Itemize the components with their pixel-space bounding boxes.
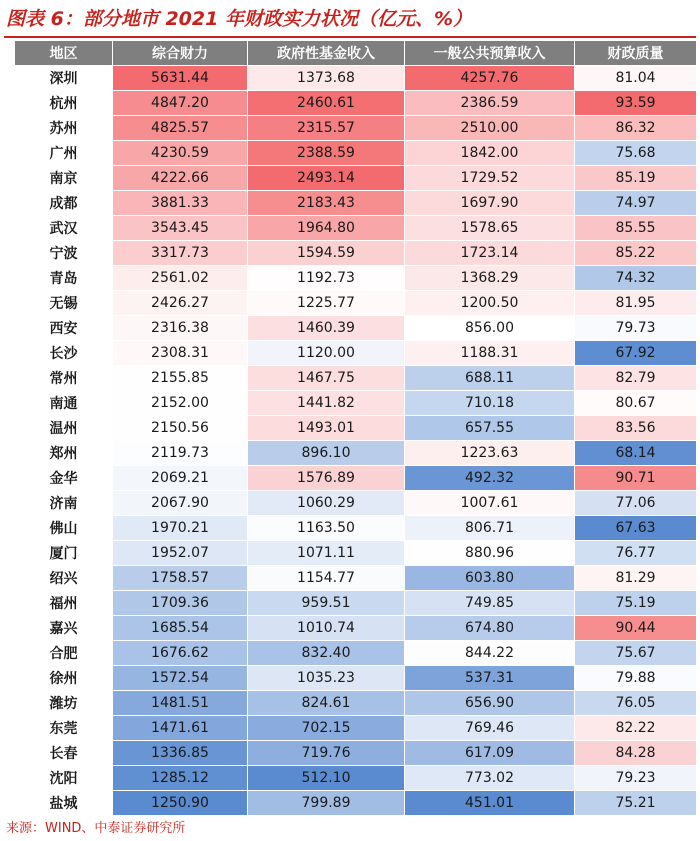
general-budget-revenue-cell: 806.71 bbox=[405, 516, 575, 541]
table-row bbox=[15, 66, 697, 91]
comprehensive-revenue-cell: 2561.02 bbox=[113, 266, 248, 291]
gov-fund-revenue-cell: 832.40 bbox=[248, 641, 405, 666]
table-row bbox=[15, 416, 697, 441]
table-row bbox=[15, 91, 697, 116]
fiscal-quality-cell: 76.05 bbox=[575, 691, 697, 716]
gov-fund-revenue-cell: 1460.39 bbox=[248, 316, 405, 341]
table-row bbox=[15, 141, 697, 166]
region-cell: 温州 bbox=[15, 416, 113, 441]
table-row bbox=[15, 191, 697, 216]
region-cell: 厦门 bbox=[15, 541, 113, 566]
region-cell: 广州 bbox=[15, 141, 113, 166]
general-budget-revenue-cell: 1842.00 bbox=[405, 141, 575, 166]
comprehensive-revenue-cell: 4847.20 bbox=[113, 91, 248, 116]
fiscal-quality-cell: 75.21 bbox=[575, 791, 697, 816]
general-budget-revenue-cell: 451.01 bbox=[405, 791, 575, 816]
fiscal-quality-cell: 81.29 bbox=[575, 566, 697, 591]
region-cell: 东莞 bbox=[15, 716, 113, 741]
gov-fund-revenue-cell: 1154.77 bbox=[248, 566, 405, 591]
table-row bbox=[15, 116, 697, 141]
table-row bbox=[15, 516, 697, 541]
general-budget-revenue-cell: 2386.59 bbox=[405, 91, 575, 116]
region-cell: 成都 bbox=[15, 191, 113, 216]
gov-fund-revenue-cell: 824.61 bbox=[248, 691, 405, 716]
comprehensive-revenue-cell: 1285.12 bbox=[113, 766, 248, 791]
column-header-general-budget-revenue: 一般公共预算收入 bbox=[405, 41, 575, 66]
comprehensive-revenue-cell: 4230.59 bbox=[113, 141, 248, 166]
comprehensive-revenue-cell: 2069.21 bbox=[113, 466, 248, 491]
comprehensive-revenue-cell: 2426.27 bbox=[113, 291, 248, 316]
fiscal-quality-cell: 90.44 bbox=[575, 616, 697, 641]
comprehensive-revenue-cell: 4825.57 bbox=[113, 116, 248, 141]
region-cell: 深圳 bbox=[15, 66, 113, 91]
general-budget-revenue-cell: 769.46 bbox=[405, 716, 575, 741]
fiscal-quality-cell: 85.19 bbox=[575, 166, 697, 191]
general-budget-revenue-cell: 657.55 bbox=[405, 416, 575, 441]
comprehensive-revenue-cell: 3543.45 bbox=[113, 216, 248, 241]
fiscal-quality-cell: 80.67 bbox=[575, 391, 697, 416]
general-budget-revenue-cell: 1697.90 bbox=[405, 191, 575, 216]
general-budget-revenue-cell: 617.09 bbox=[405, 741, 575, 766]
table-row bbox=[15, 616, 697, 641]
table-row bbox=[15, 316, 697, 341]
comprehensive-revenue-cell: 1481.51 bbox=[113, 691, 248, 716]
gov-fund-revenue-cell: 1576.89 bbox=[248, 466, 405, 491]
general-budget-revenue-cell: 688.11 bbox=[405, 366, 575, 391]
comprehensive-revenue-cell: 1952.07 bbox=[113, 541, 248, 566]
comprehensive-revenue-cell: 5631.44 bbox=[113, 66, 248, 91]
gov-fund-revenue-cell: 1163.50 bbox=[248, 516, 405, 541]
fiscal-quality-cell: 74.97 bbox=[575, 191, 697, 216]
table-row bbox=[15, 216, 697, 241]
region-cell: 嘉兴 bbox=[15, 616, 113, 641]
table-row bbox=[15, 716, 697, 741]
general-budget-revenue-cell: 1368.29 bbox=[405, 266, 575, 291]
fiscal-quality-cell: 81.04 bbox=[575, 66, 697, 91]
comprehensive-revenue-cell: 1685.54 bbox=[113, 616, 248, 641]
general-budget-revenue-cell: 656.90 bbox=[405, 691, 575, 716]
gov-fund-revenue-cell: 1493.01 bbox=[248, 416, 405, 441]
general-budget-revenue-cell: 856.00 bbox=[405, 316, 575, 341]
region-cell: 宁波 bbox=[15, 241, 113, 266]
fiscal-quality-cell: 85.55 bbox=[575, 216, 697, 241]
fiscal-strength-table bbox=[14, 40, 697, 816]
general-budget-revenue-cell: 710.18 bbox=[405, 391, 575, 416]
gov-fund-revenue-cell: 1467.75 bbox=[248, 366, 405, 391]
table-row bbox=[15, 441, 697, 466]
comprehensive-revenue-cell: 2308.31 bbox=[113, 341, 248, 366]
gov-fund-revenue-cell: 1594.59 bbox=[248, 241, 405, 266]
fiscal-quality-cell: 81.95 bbox=[575, 291, 697, 316]
gov-fund-revenue-cell: 2388.59 bbox=[248, 141, 405, 166]
fiscal-quality-cell: 79.88 bbox=[575, 666, 697, 691]
fiscal-quality-cell: 82.22 bbox=[575, 716, 697, 741]
general-budget-revenue-cell: 4257.76 bbox=[405, 66, 575, 91]
comprehensive-revenue-cell: 1250.90 bbox=[113, 791, 248, 816]
region-cell: 无锡 bbox=[15, 291, 113, 316]
gov-fund-revenue-cell: 1035.23 bbox=[248, 666, 405, 691]
table-row bbox=[15, 291, 697, 316]
table-row bbox=[15, 591, 697, 616]
region-cell: 杭州 bbox=[15, 91, 113, 116]
fiscal-quality-cell: 68.14 bbox=[575, 441, 697, 466]
fiscal-quality-cell: 79.23 bbox=[575, 766, 697, 791]
fiscal-quality-cell: 79.73 bbox=[575, 316, 697, 341]
comprehensive-revenue-cell: 2152.00 bbox=[113, 391, 248, 416]
fiscal-quality-cell: 85.22 bbox=[575, 241, 697, 266]
fiscal-quality-cell: 90.71 bbox=[575, 466, 697, 491]
gov-fund-revenue-cell: 2183.43 bbox=[248, 191, 405, 216]
gov-fund-revenue-cell: 1441.82 bbox=[248, 391, 405, 416]
fiscal-quality-cell: 84.28 bbox=[575, 741, 697, 766]
figure-title: 图表 6：部分地市 2021 年财政实力状况（亿元、%） bbox=[6, 8, 472, 30]
region-cell: 福州 bbox=[15, 591, 113, 616]
region-cell: 济南 bbox=[15, 491, 113, 516]
general-budget-revenue-cell: 880.96 bbox=[405, 541, 575, 566]
region-cell: 苏州 bbox=[15, 116, 113, 141]
general-budget-revenue-cell: 674.80 bbox=[405, 616, 575, 641]
general-budget-revenue-cell: 2510.00 bbox=[405, 116, 575, 141]
general-budget-revenue-cell: 1188.31 bbox=[405, 341, 575, 366]
table-row bbox=[15, 366, 697, 391]
fiscal-quality-cell: 75.68 bbox=[575, 141, 697, 166]
general-budget-revenue-cell: 773.02 bbox=[405, 766, 575, 791]
comprehensive-revenue-cell: 1572.54 bbox=[113, 666, 248, 691]
gov-fund-revenue-cell: 1225.77 bbox=[248, 291, 405, 316]
general-budget-revenue-cell: 749.85 bbox=[405, 591, 575, 616]
comprehensive-revenue-cell: 3881.33 bbox=[113, 191, 248, 216]
title-divider bbox=[4, 36, 696, 38]
gov-fund-revenue-cell: 2493.14 bbox=[248, 166, 405, 191]
region-cell: 绍兴 bbox=[15, 566, 113, 591]
fiscal-quality-cell: 76.77 bbox=[575, 541, 697, 566]
gov-fund-revenue-cell: 1060.29 bbox=[248, 491, 405, 516]
table-row bbox=[15, 466, 697, 491]
table-row bbox=[15, 741, 697, 766]
fiscal-quality-cell: 75.19 bbox=[575, 591, 697, 616]
comprehensive-revenue-cell: 1758.57 bbox=[113, 566, 248, 591]
table-row bbox=[15, 491, 697, 516]
region-cell: 青岛 bbox=[15, 266, 113, 291]
region-cell: 郑州 bbox=[15, 441, 113, 466]
table-row bbox=[15, 791, 697, 816]
comprehensive-revenue-cell: 2155.85 bbox=[113, 366, 248, 391]
region-cell: 徐州 bbox=[15, 666, 113, 691]
table-row bbox=[15, 241, 697, 266]
fiscal-quality-cell: 86.32 bbox=[575, 116, 697, 141]
gov-fund-revenue-cell: 959.51 bbox=[248, 591, 405, 616]
table-body bbox=[15, 66, 697, 816]
region-cell: 长沙 bbox=[15, 341, 113, 366]
region-cell: 沈阳 bbox=[15, 766, 113, 791]
table-row bbox=[15, 166, 697, 191]
gov-fund-revenue-cell: 1071.11 bbox=[248, 541, 405, 566]
table-row bbox=[15, 541, 697, 566]
comprehensive-revenue-cell: 1709.36 bbox=[113, 591, 248, 616]
table-row bbox=[15, 666, 697, 691]
general-budget-revenue-cell: 537.31 bbox=[405, 666, 575, 691]
fiscal-quality-cell: 67.92 bbox=[575, 341, 697, 366]
comprehensive-revenue-cell: 4222.66 bbox=[113, 166, 248, 191]
comprehensive-revenue-cell: 1471.61 bbox=[113, 716, 248, 741]
fiscal-quality-cell: 74.32 bbox=[575, 266, 697, 291]
column-header-comprehensive-revenue: 综合财力 bbox=[113, 41, 248, 66]
region-cell: 南京 bbox=[15, 166, 113, 191]
region-cell: 盐城 bbox=[15, 791, 113, 816]
general-budget-revenue-cell: 1729.52 bbox=[405, 166, 575, 191]
gov-fund-revenue-cell: 512.10 bbox=[248, 766, 405, 791]
column-header-fiscal-quality: 财政质量 bbox=[575, 41, 697, 66]
column-header-region: 地区 bbox=[15, 41, 113, 66]
gov-fund-revenue-cell: 1373.68 bbox=[248, 66, 405, 91]
general-budget-revenue-cell: 844.22 bbox=[405, 641, 575, 666]
comprehensive-revenue-cell: 2067.90 bbox=[113, 491, 248, 516]
comprehensive-revenue-cell: 1676.62 bbox=[113, 641, 248, 666]
fiscal-quality-cell: 77.06 bbox=[575, 491, 697, 516]
fiscal-quality-cell: 93.59 bbox=[575, 91, 697, 116]
gov-fund-revenue-cell: 2315.57 bbox=[248, 116, 405, 141]
gov-fund-revenue-cell: 702.15 bbox=[248, 716, 405, 741]
region-cell: 武汉 bbox=[15, 216, 113, 241]
gov-fund-revenue-cell: 1192.73 bbox=[248, 266, 405, 291]
fiscal-quality-cell: 67.63 bbox=[575, 516, 697, 541]
comprehensive-revenue-cell: 3317.73 bbox=[113, 241, 248, 266]
fiscal-quality-cell: 83.56 bbox=[575, 416, 697, 441]
fiscal-quality-cell: 75.67 bbox=[575, 641, 697, 666]
table-row bbox=[15, 641, 697, 666]
table-row bbox=[15, 391, 697, 416]
comprehensive-revenue-cell: 2150.56 bbox=[113, 416, 248, 441]
table-row bbox=[15, 341, 697, 366]
general-budget-revenue-cell: 1223.63 bbox=[405, 441, 575, 466]
general-budget-revenue-cell: 1007.61 bbox=[405, 491, 575, 516]
region-cell: 佛山 bbox=[15, 516, 113, 541]
comprehensive-revenue-cell: 1336.85 bbox=[113, 741, 248, 766]
table-row bbox=[15, 691, 697, 716]
region-cell: 合肥 bbox=[15, 641, 113, 666]
region-cell: 长春 bbox=[15, 741, 113, 766]
comprehensive-revenue-cell: 1970.21 bbox=[113, 516, 248, 541]
gov-fund-revenue-cell: 2460.61 bbox=[248, 91, 405, 116]
comprehensive-revenue-cell: 2316.38 bbox=[113, 316, 248, 341]
table-header-row bbox=[15, 41, 697, 66]
region-cell: 金华 bbox=[15, 466, 113, 491]
gov-fund-revenue-cell: 896.10 bbox=[248, 441, 405, 466]
general-budget-revenue-cell: 492.32 bbox=[405, 466, 575, 491]
region-cell: 西安 bbox=[15, 316, 113, 341]
comprehensive-revenue-cell: 2119.73 bbox=[113, 441, 248, 466]
table-row bbox=[15, 766, 697, 791]
table-row bbox=[15, 566, 697, 591]
column-header-gov-fund-revenue: 政府性基金收入 bbox=[248, 41, 405, 66]
general-budget-revenue-cell: 603.80 bbox=[405, 566, 575, 591]
general-budget-revenue-cell: 1578.65 bbox=[405, 216, 575, 241]
general-budget-revenue-cell: 1200.50 bbox=[405, 291, 575, 316]
gov-fund-revenue-cell: 1964.80 bbox=[248, 216, 405, 241]
gov-fund-revenue-cell: 1120.00 bbox=[248, 341, 405, 366]
region-cell: 常州 bbox=[15, 366, 113, 391]
general-budget-revenue-cell: 1723.14 bbox=[405, 241, 575, 266]
gov-fund-revenue-cell: 1010.74 bbox=[248, 616, 405, 641]
table-row bbox=[15, 266, 697, 291]
gov-fund-revenue-cell: 799.89 bbox=[248, 791, 405, 816]
region-cell: 南通 bbox=[15, 391, 113, 416]
source-note: 来源：WIND、中泰证券研究所 bbox=[6, 821, 186, 836]
fiscal-quality-cell: 82.79 bbox=[575, 366, 697, 391]
gov-fund-revenue-cell: 719.76 bbox=[248, 741, 405, 766]
region-cell: 潍坊 bbox=[15, 691, 113, 716]
